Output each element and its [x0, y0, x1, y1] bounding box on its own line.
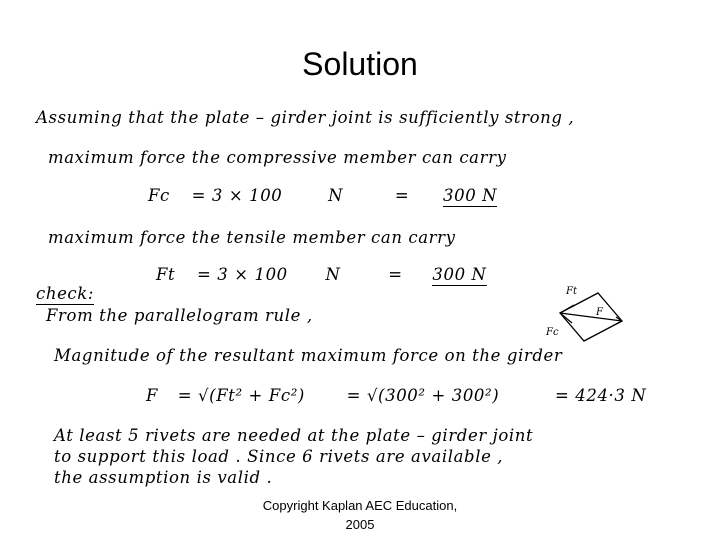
text-line-rivets-2: to support this load . Since 6 rivets are available ,: [54, 447, 504, 466]
fc-unit: N: [328, 186, 344, 205]
text-line-rivets-3: the assumption is valid .: [54, 468, 273, 487]
resultant-value: = 424·3 N: [554, 386, 647, 405]
diagram-fc-label: Fc: [546, 327, 559, 338]
ft-result: 300 N: [432, 265, 487, 284]
ft-unit: N: [325, 265, 341, 284]
parallelogram-svg: [540, 283, 640, 343]
resultant-arrow: [560, 313, 622, 321]
resultant-substitution: = √(300² + 300²): [346, 386, 500, 405]
diagram-f-label: F: [596, 307, 603, 318]
fc-result: 300 N: [443, 186, 498, 205]
ft-label: Ft: [156, 265, 176, 284]
copyright-footer: [0, 496, 720, 534]
force-parallelogram-diagram: [540, 283, 640, 343]
check-heading: [36, 284, 94, 304]
resultant-formula: = √(Ft² + Fc²): [177, 386, 305, 405]
ft-arrow: [560, 305, 574, 313]
fc-label: Fc: [148, 186, 170, 205]
resultant-label: F: [146, 386, 159, 405]
ft-equals: =: [388, 265, 403, 284]
text-line-tensile: maximum force the tensile member can carry: [48, 228, 456, 247]
text-line-magnitude: Magnitude of the resultant maximum force on the girder: [54, 346, 563, 365]
equation-fc: [148, 186, 497, 206]
text-line-assumption: Assuming that the plate – girder joint is sufficiently strong ,: [36, 108, 575, 127]
copyright-line-1: Copyright Kaplan AEC Education,: [262, 498, 458, 513]
slide-title: Solution: [302, 46, 418, 82]
fc-equals: =: [394, 186, 410, 205]
check-label: check:: [36, 284, 95, 303]
text-line-parallelogram: From the parallelogram rule ,: [46, 306, 313, 325]
fc-expression: = 3 × 100: [191, 186, 283, 205]
text-line-compressive: maximum force the compressive member can carry: [48, 148, 507, 167]
ft-expression: = 3 × 100: [197, 265, 288, 284]
equation-ft: [156, 265, 487, 285]
text-line-rivets-1: At least 5 rivets are needed at the plate – girder joint: [54, 426, 534, 445]
diagram-ft-label: Ft: [566, 286, 577, 297]
equation-resultant: [146, 386, 646, 406]
copyright-line-2: 2005: [345, 517, 375, 532]
